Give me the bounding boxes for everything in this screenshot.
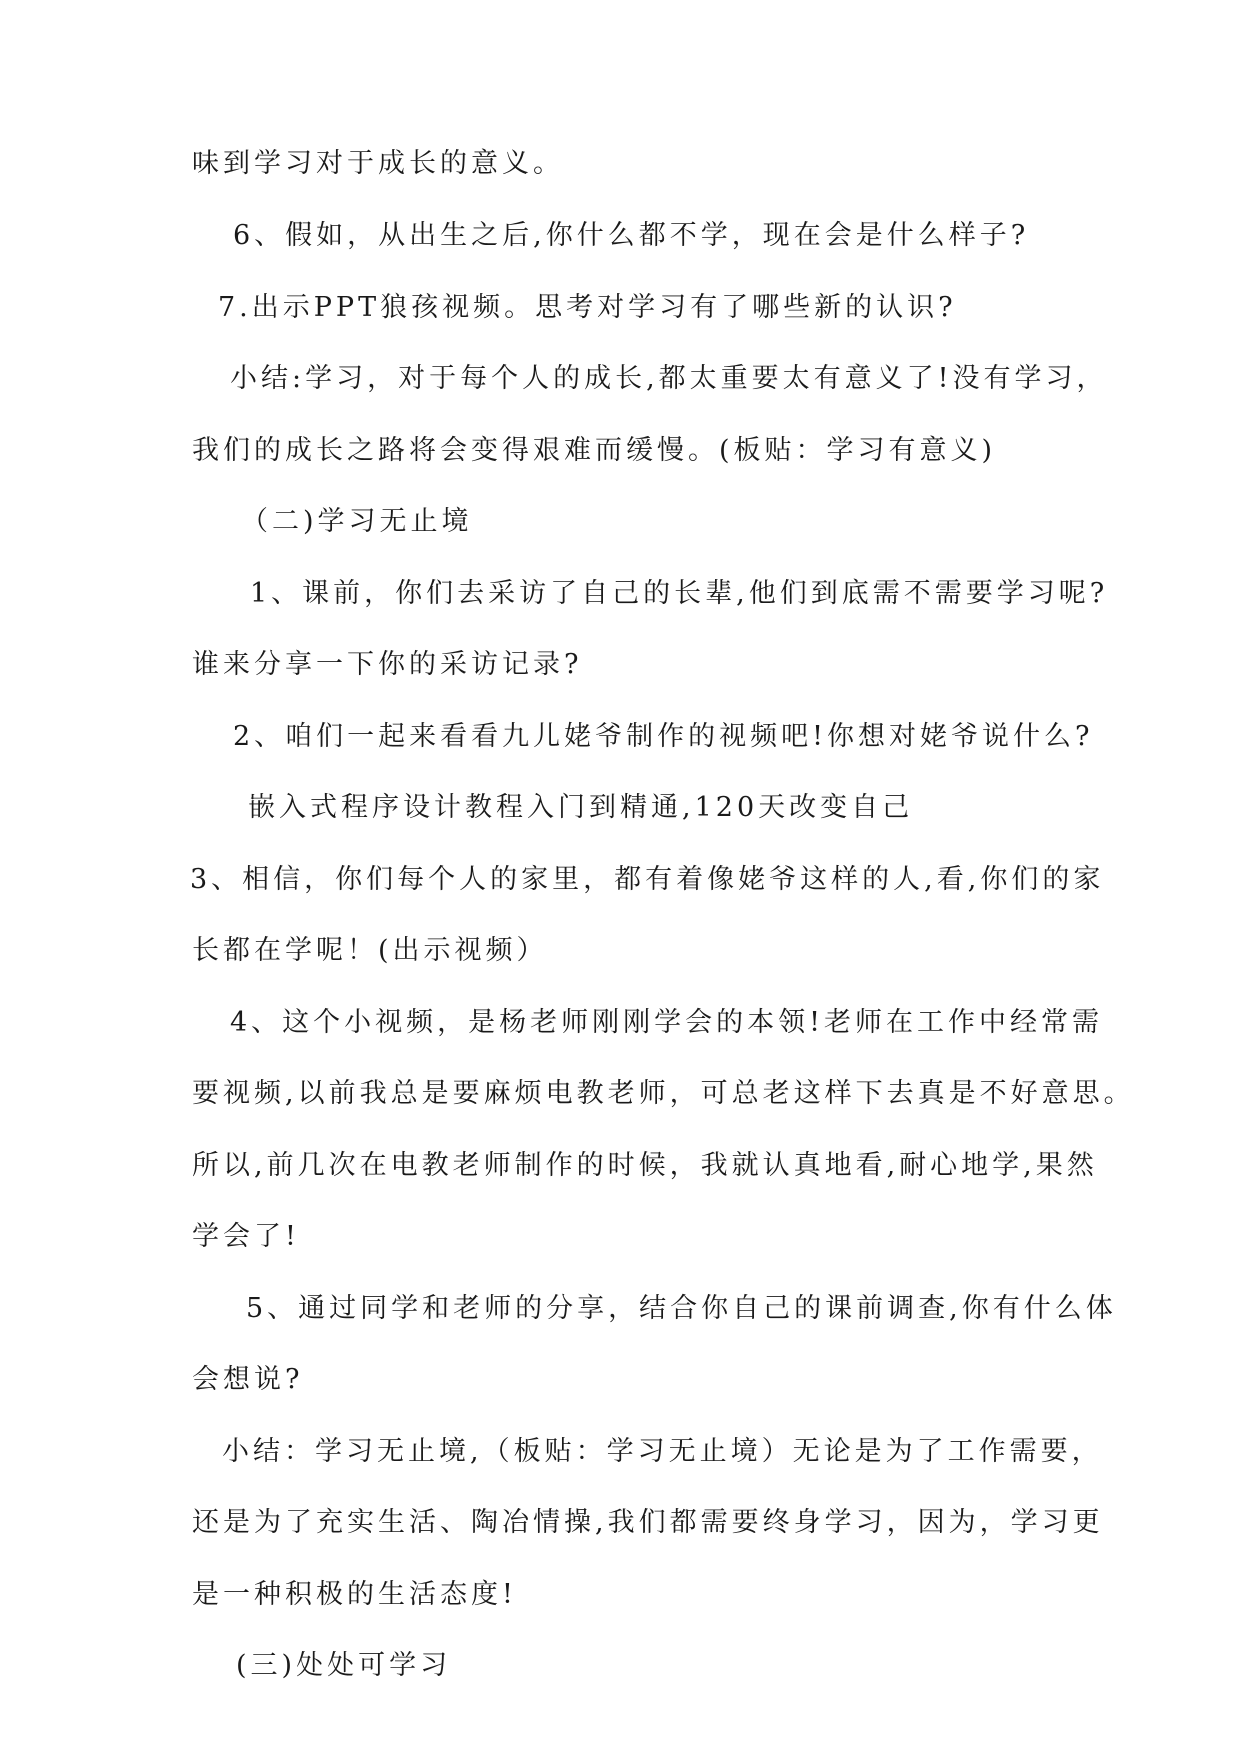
text-line: 味到学习对于成长的意义。 [192, 148, 564, 179]
text-line: 所以,前几次在电教老师制作的时候，我就认真地看,耐心地学,果然 [192, 1150, 1098, 1181]
text-line: 5、通过同学和老师的分享，结合你自己的课前调查,你有什么体 [246, 1293, 1117, 1324]
section-heading: (三)处处可学习 [236, 1650, 452, 1681]
section-heading: （二)学习无止境 [241, 506, 473, 537]
text-line: 长都在学呢！(出示视频） [192, 935, 548, 966]
text-line: 小结：学习无止境,（板贴：学习无止境）无论是为了工作需要， [222, 1436, 1103, 1467]
text-line: 谁来分享一下你的采访记录? [192, 649, 583, 680]
text-line: 4、这个小视频，是杨老师刚刚学会的本领!老师在工作中经常需 [230, 1007, 1104, 1038]
text-line: 会想说? [192, 1364, 304, 1395]
text-line: 还是为了充实生活、陶冶情操,我们都需要终身学习，因为，学习更 [192, 1507, 1104, 1538]
text-line: 学会了! [192, 1221, 300, 1252]
text-line: 嵌入式程序设计教程入门到精通,120天改变自己 [248, 792, 914, 823]
text-line: 我们的成长之路将会变得艰难而缓慢。(板贴：学习有意义) [192, 435, 997, 466]
text-line: 要视频,以前我总是要麻烦电教老师，可总老这样下去真是不好意思。 [192, 1078, 1135, 1109]
text-line: 2、咱们一起来看看九儿姥爷制作的视频吧!你想对姥爷说什么? [233, 721, 1094, 752]
text-line: 是一种积极的生活态度! [192, 1579, 517, 1610]
text-line: 7.出示PPT狼孩视频。思考对学习有了哪些新的认识? [218, 292, 957, 323]
text-line: 1、课前，你们去采访了自己的长辈,他们到底需不需要学习呢? [250, 578, 1109, 609]
text-line: 6、假如，从出生之后,你什么都不学，现在会是什么样子? [233, 220, 1030, 251]
text-line: 小结:学习，对于每个人的成长,都太重要太有意义了!没有学习， [230, 363, 1108, 394]
text-line: 3、相信，你们每个人的家里，都有着像姥爷这样的人,看,你们的家 [190, 864, 1105, 895]
